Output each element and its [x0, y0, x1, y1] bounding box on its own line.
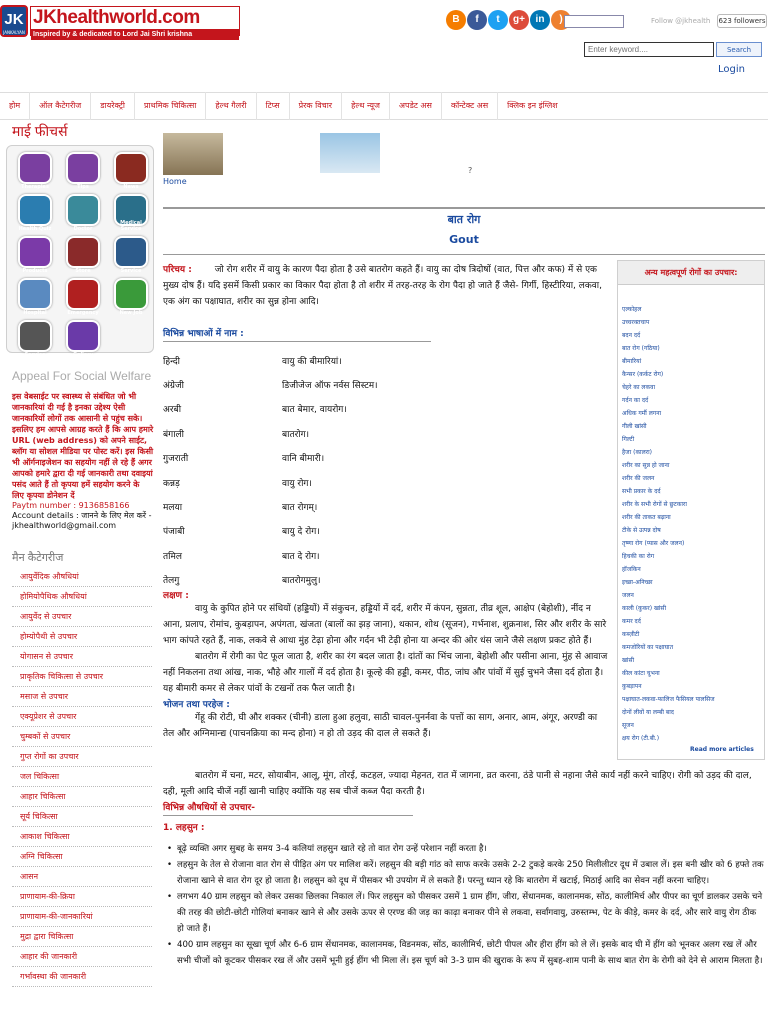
follow-input[interactable] [564, 15, 624, 28]
main-categories-title: मैन कैटेगरीज [12, 552, 64, 564]
related-item[interactable]: पक्षाघात-लकवा-फालिज फैसियल पालसिज [622, 696, 715, 703]
lang-row [163, 543, 463, 567]
emergency-icon [66, 278, 100, 310]
related-item[interactable]: शरीर का सुन्न हो जाना [622, 462, 670, 469]
divider [163, 207, 765, 209]
related-diseases-box [617, 260, 765, 760]
related-item[interactable]: कमजोरियों का पक्षाघात [622, 644, 674, 651]
features-grid [6, 145, 154, 358]
nav-item[interactable]: टिप्स [257, 92, 290, 120]
remedies-heading: विभिन्न औषधियों से उपचार- [163, 800, 413, 816]
category-link[interactable]: गर्भावस्था की जानकारी [12, 967, 152, 987]
lang-name: गुजराती [163, 454, 189, 465]
tile-emergency[interactable]: Emergency [65, 278, 101, 316]
appeal-title: Appeal For Social Welfare [12, 369, 152, 383]
brand-banner[interactable] [30, 6, 240, 36]
symptoms-section [163, 588, 611, 742]
search-button[interactable]: Search [716, 42, 762, 57]
related-title: अन्य महत्वपूर्ण रोगों का उपचार: [618, 261, 764, 285]
category-link[interactable]: प्राणायाम-की-जानकारियां [12, 907, 152, 927]
diet-label: भोजन तथा परहेज : [163, 700, 230, 710]
lang-row [163, 519, 463, 543]
tile-gallery[interactable]: Gallery [65, 320, 101, 358]
category-link[interactable]: योगासन से उपचार [12, 647, 152, 667]
page-title: बात रोग [447, 213, 481, 226]
lang-row [163, 397, 463, 421]
appeal-text: इस वेबसाईट पर स्वास्थ्य से संबंधित जो भी जानकारियां दी गई है इनका उद्देश्य ऐसी जानकारियों लोगों तक आसानी से पहुंच सके। इसलिए हम आपसे आग्रह करते हैं कि आप हमारे URL (web address) को अपने साईट, ब्लॉग या सोशल मीडिया पर पोस्ट करें। इस किसी भी ऑर्गनाइजेशन का सहयोग नहीं ले रहे हैं अगर आपको हमारे द्वारा दी गई जानकारी तथा दवाइयां पसंद आते हैं तो कृपया हमें सहयोग करने के लिए कृपया डोनेशन दें [12, 392, 154, 500]
related-item[interactable]: इच्छा-अनिच्छा [622, 579, 653, 586]
thumbnail-image[interactable] [163, 133, 223, 175]
category-link[interactable]: आयुर्वेदिक औषधियां [12, 567, 152, 587]
related-item[interactable]: काली (कुकर) खांसी [622, 605, 667, 612]
category-link[interactable]: जल चिकित्सा [12, 767, 152, 787]
tile-medical-service[interactable]: Medical Service [113, 194, 149, 232]
brand-tagline: Inspired by & dedicated to Lord Jai Shri krishna [31, 29, 239, 40]
lang-name: मलया [163, 503, 183, 514]
related-item[interactable]: टीके से उत्पन्न दोष [622, 527, 661, 534]
lang-name: अंग्रेजी [163, 381, 184, 392]
tile-health-quiz[interactable]: Health Quiz [17, 194, 53, 232]
follow-label[interactable]: Follow @jkhealth [651, 17, 711, 25]
related-item[interactable]: कील कांटा चुभना [622, 670, 660, 677]
hospital-icon [18, 278, 52, 310]
tile-therapies[interactable]: Therapies [17, 152, 53, 190]
intro-text: जो रोग शरीर में वायु के कारण पैदा होता है उसे बातरोग कहते हैं। वायु का दोष त्रिदोषों (वात, पित्त और कफ) में से एक मुख्य दोष हैं। यदि इसमें किसी प्रकार का विकार पैदा होता है तो शरीर में तरह-तरह के रोग पैदा हो जाते हैं जैसे- गिर्गी, हिस्टीरिया, लकवा, एक अंग का पक्षाघात, शरीर का सुन्न होना आदि। [163, 265, 602, 307]
related-item[interactable]: तृष्णा रोग (प्यास और जलन) [622, 540, 685, 547]
related-item[interactable]: हॉजकिन [622, 566, 641, 573]
lang-row [163, 372, 463, 396]
lang-name: पंजाबी [163, 527, 185, 538]
lang-term: डिजीजेज ऑफ नर्वस सिस्टम। [282, 381, 378, 392]
garlic-heading: 1. लहसुन : [163, 823, 205, 833]
related-item[interactable]: कब्ज़ीटी [622, 631, 640, 638]
category-link[interactable]: गुप्त रोगों का उपचार [12, 747, 152, 767]
tile-service[interactable]: Service [113, 236, 149, 274]
related-item[interactable]: गीली खांसी [622, 423, 647, 430]
products-icon [18, 236, 52, 268]
lang-term: बातरोगमुलु। [282, 576, 321, 587]
lang-term: वायु की बीमारियां। [282, 356, 342, 367]
tile-news[interactable]: News [113, 152, 149, 190]
category-link[interactable]: होमियोपैथिक औषधियां [12, 587, 152, 607]
related-item[interactable]: बात रोग (गठिया) [622, 345, 660, 352]
category-link[interactable]: अग्नि चिकित्सा [12, 847, 152, 867]
symptoms-text-1: वायु के कुपित होने पर संधियों (हड्डियों) में संकुचन, हड्डियों में दर्द, शरीर में कंपन, सुन्नता, तीव्र शूल, आक्षेप (बेहोशी), नींद न आना, प्रलाप, रोमांच, कुबड़ापन, अपंगता, खंजता (बालों का झड़ जाना), थकान, शोथ (सूजन), गर्भनाश, शुक्रनाश, सिर और शरीर के सारे भाग कांपते रहते हैं, नाक, लकवे से आधा मुंह टेढ़ा होना और गर्दन भी टेढ़ी होना या अन्दर की ओर धंस जाने जैसे लक्षण प्रकट होते हैं। [163, 604, 607, 646]
divider [163, 254, 765, 255]
related-item[interactable]: शरीर के सभी रोगों से छुटकारा [622, 501, 687, 508]
thumb-caption: ? [468, 166, 473, 175]
lang-row [163, 494, 463, 518]
lang-row [163, 446, 463, 470]
category-link[interactable]: आकाश चिकित्सा [12, 827, 152, 847]
lang-name: हिन्दी [163, 356, 181, 367]
breadcrumb-home[interactable]: Home [163, 177, 187, 186]
related-item[interactable]: बदन दर्द [622, 332, 641, 339]
lang-name: बंगाली [163, 429, 184, 440]
nav-item[interactable]: हेल्थ न्यूज [342, 92, 390, 120]
related-item[interactable]: एल्कोहल [622, 306, 642, 313]
main-categories-list [12, 567, 152, 987]
diet-text-1: गेंहू की रोटी, घी और शक्कर (चीनी) डाला हुआ हलुवा, साठी चावल-पुनर्नवा के पत्तों का साग, अनार, आम, अंगूर, अरण्डी का तेल और अग्निमान्द्य (पाचनक्रिया का मन्द होना) न हो तो उड़द की दाल ले सकते हैं। [163, 713, 598, 739]
lang-name: अरबी [163, 405, 182, 416]
related-item[interactable]: दोनों लीवों या लम्बी बाद [622, 709, 674, 716]
new-job-icon [114, 278, 148, 310]
related-item[interactable]: खांसी [622, 657, 635, 664]
related-item[interactable]: सूजन [622, 722, 634, 729]
tips-icon [66, 152, 100, 184]
nav-item[interactable]: ऑल कैटेगरीज [30, 92, 91, 120]
twitter-icon[interactable]: t [488, 10, 508, 30]
features-title: माई फीचर्स [12, 123, 68, 139]
related-item[interactable]: हिचकी का रोग [622, 553, 655, 560]
category-link[interactable]: चुम्बकों से उपचार [12, 727, 152, 747]
related-item[interactable]: कमर दर्द [622, 618, 641, 625]
related-item[interactable]: गर्दन का दर्द [622, 397, 649, 404]
news-icon [114, 152, 148, 184]
lang-term: बायु दे रोग। [282, 527, 320, 538]
nav-item[interactable]: होम [0, 92, 30, 120]
nav-item[interactable]: डायरेक्ट्री [91, 92, 135, 120]
logo-mark-text: JK [4, 11, 24, 28]
category-link[interactable]: मुद्रा द्वारा चिकित्सा [12, 927, 152, 947]
related-item[interactable]: क्षय रोग (टी.बी.) [622, 735, 660, 742]
sidebar [0, 122, 160, 987]
lang-term: वानि बीमारी। [282, 454, 325, 465]
nav-item[interactable]: क्लिक इन इंग्लिश [507, 101, 558, 110]
category-link[interactable]: आसन [12, 867, 152, 887]
diet-text-2: बातरोग में चना, मटर, सोयाबीन, आलू, मूंग, तोरई, कटहल, ज्यादा मेहनत, रात में जागना, व्रत करना, ठंडे पानी से नहाना जैसे कार्य नहीं करने चाहिए। रोगी को उड़द की दाल, दही, मूली आदि चीजें नहीं खानी चाहिए क्योंकि यह सब चीजें कब्ज पैदा करती है। [163, 771, 752, 797]
remedy-item: • बूढ़े व्यक्ति अगर सुबह के समय 3-4 कलियां लहसुन खाते रहे तो वात रोग उन्हें परेशान नहीं करता है। [163, 841, 765, 857]
doctor-icon [66, 194, 100, 226]
nav-item[interactable]: हेल्थ गैलरी [206, 92, 256, 120]
category-link[interactable]: आहार चिकित्सा [12, 787, 152, 807]
related-item[interactable]: हैजा (कालरा) [622, 449, 653, 456]
lang-row [163, 348, 463, 372]
therapies-icon [18, 152, 52, 184]
lang-term: बातरोग। [282, 429, 310, 440]
quiz-icon [18, 194, 52, 226]
tile-products[interactable]: Products [17, 236, 53, 274]
paytm-number: Paytm number : 9136858166 [12, 501, 130, 510]
lang-name: तेलगु [163, 576, 180, 587]
rss-icon[interactable]: ) [551, 10, 571, 30]
gplus-icon[interactable]: g+ [509, 10, 529, 30]
category-link[interactable]: मसाज से उपचार [12, 687, 152, 707]
lang-row [163, 421, 463, 445]
tile-store[interactable]: Store [65, 236, 101, 274]
lang-term: बात दे रोग। [282, 551, 320, 562]
category-link[interactable]: होम्योपैथी से उपचार [12, 627, 152, 647]
tile-hospital[interactable]: Hospital [17, 278, 53, 316]
page-subtitle: Gout [449, 233, 479, 246]
thumbnail-image[interactable] [320, 133, 380, 173]
diet-section-2 [163, 768, 765, 969]
service-gear-icon [18, 320, 52, 352]
lang-name: कन्नड़ [163, 478, 180, 489]
remedy-item: • लहसुन के तेल से रोजाना वात रोग से पीड़ित अंग पर मालिश करें। लहसुन की बड़ी गांठ को साफ करके उसके 2-2 टुकड़े करके 250 मिलीलीटर दूध में उबाल लें। इस बनी खीर को 6 हफ्ते तक रोजाना खाने से वात रोग दूर हो जाता है। लहसुन को दूध में पीसकर भी उपयोग में ले सकते हैं। परन्तु ध्यान रहे कि बातरोग में खटाई, मिठाई आदि का सेवन नहीं करना चाहिए। [163, 857, 765, 889]
nav-item[interactable]: अपडेट अस [390, 92, 442, 120]
tile-service-2[interactable]: Service [17, 320, 53, 358]
service-icon [114, 236, 148, 268]
nav-item[interactable]: कॉन्टेक्ट अस [442, 92, 498, 120]
search-input[interactable] [584, 42, 714, 57]
related-item[interactable]: शरीर की जलन [622, 475, 655, 482]
brand-name: JKhealthworld.com [33, 7, 200, 28]
related-item[interactable]: सभी प्रकार के दर्द [622, 488, 661, 495]
lang-heading: विभिन्न भाषाओं में नाम : [163, 326, 431, 342]
lang-row [163, 470, 463, 494]
login-link[interactable]: Login [718, 64, 745, 75]
gallery-icon [66, 320, 100, 352]
tile-new-job[interactable]: New Job [113, 278, 149, 316]
facebook-icon[interactable]: f [467, 10, 487, 30]
symptoms-label: लक्षण : [163, 591, 189, 601]
nav-item[interactable]: प्राथमिक चिकित्सा [135, 92, 206, 120]
related-item[interactable]: कैन्सर (कर्कट रोग) [622, 371, 664, 378]
lang-term: बात बेमार, वायरोग। [282, 405, 347, 416]
symptoms-text-2: बातरोग में रोगी का पेट फूल जाता है, शरीर का रंग बदल जाता है। दांतों का भिंच जाना, बेहोशी और पसीना आना, मुंह से आवाज नहीं निकलना तथा आंख, नाक, भौहे और गालों में दर्द होता है। कूल्हे की हड्डी, कमर, पीठ, जांघ और पांवों में सुई चुभने जैसा दर्द होता है। यह बीमारी कमर से लेकर पांवों के टखनों तक फैल जाती है। [163, 652, 608, 694]
intro-label: परिचय : [163, 265, 192, 275]
lang-term: बात रोगम्। [282, 503, 318, 514]
related-list [618, 285, 764, 745]
intro-section [163, 262, 611, 310]
read-more-link[interactable]: Read more articles [690, 746, 754, 753]
related-item[interactable]: कुबड़ापन [622, 683, 642, 690]
category-link[interactable]: सूर्य चिकित्सा [12, 807, 152, 827]
lang-term: वायु रोग। [282, 478, 312, 489]
language-table [163, 348, 463, 592]
tile-doctor[interactable]: Doctor [65, 194, 101, 232]
account-details[interactable]: Account details : जानने के लिए मेल करें - jkhealthworld@gmail.com [12, 511, 152, 530]
logo-sub: JANKALYAN [3, 30, 25, 35]
lang-name: तमिल [163, 551, 182, 562]
linkedin-icon[interactable]: in [530, 10, 550, 30]
related-item[interactable]: गिल्टी [622, 436, 635, 443]
category-link[interactable]: आयुर्वेद से उपचार [12, 607, 152, 627]
category-link[interactable]: प्राणायाम-की-क्रिया [12, 887, 152, 907]
nav-item[interactable]: प्रेरक विचार [290, 92, 342, 120]
top-nav [0, 92, 768, 120]
category-link[interactable]: प्राकृतिक चिकित्सा से उपचार [12, 667, 152, 687]
related-item[interactable]: शरीर की ताकत बढ़ाना [622, 514, 671, 521]
related-item[interactable]: अधिक गर्मी लगना [622, 410, 662, 417]
category-link[interactable]: एक्यूप्रेशर से उपचार [12, 707, 152, 727]
store-icon [66, 236, 100, 268]
remedy-item: • लगभग 40 ग्राम लहसुन को लेकर उसका छिलका निकाल लें। फिर लहसुन को पीसकर उसमें 1 ग्राम हींग, जीरा, सेंधानमक, कालानमक, सोंठ, कालीमिर्च और पीपर का चूर्ण डालकर उसके चने की तरह की छोटी-छोटी गोलियां बनाकर खाने से और उसके ऊपर से एरण्ड की जड़ का काढ़ा बनाकर पीने से लकवा, सर्वांगवायु, उरुस्तम्भ, पेट के कीड़े, कमर के दर्द, और सारे वायु रोग ठीक हो जाते हैं। [163, 889, 765, 937]
blogger-icon[interactable]: B [446, 10, 466, 30]
remedy-item: • 400 ग्राम लहसुन का सूखा चूर्ण और 6-6 ग्राम सेंधानमक, कालानमक, विडनमक, सोंठ, कालीमिर्च, छोटी पीपल और हीरा हींग को ले लें। इसके बाद घी में हींग को भूनकर अलग रख लें और सभी चीजों को कूटकर पीसकर रख लें और उसमें भूनी हुई हींग भी मिला लें। इस चूर्ण को 3-3 ग्राम की खुराक के रूप में सुबह-शाम पानी के साथ बात रोग के रोगी को देने से आराम मिलता है। [163, 937, 765, 969]
tile-tips[interactable]: Tips [65, 152, 101, 190]
related-item[interactable]: बीमारियां [622, 358, 642, 365]
related-item[interactable]: जलन [622, 592, 634, 599]
category-link[interactable]: आहार की जानकारी [12, 947, 152, 967]
related-item[interactable]: चेहरे का लकवा [622, 384, 655, 391]
related-item[interactable]: उच्चरक्तचाप [622, 319, 650, 326]
followers-count: 623 followers [717, 14, 767, 28]
